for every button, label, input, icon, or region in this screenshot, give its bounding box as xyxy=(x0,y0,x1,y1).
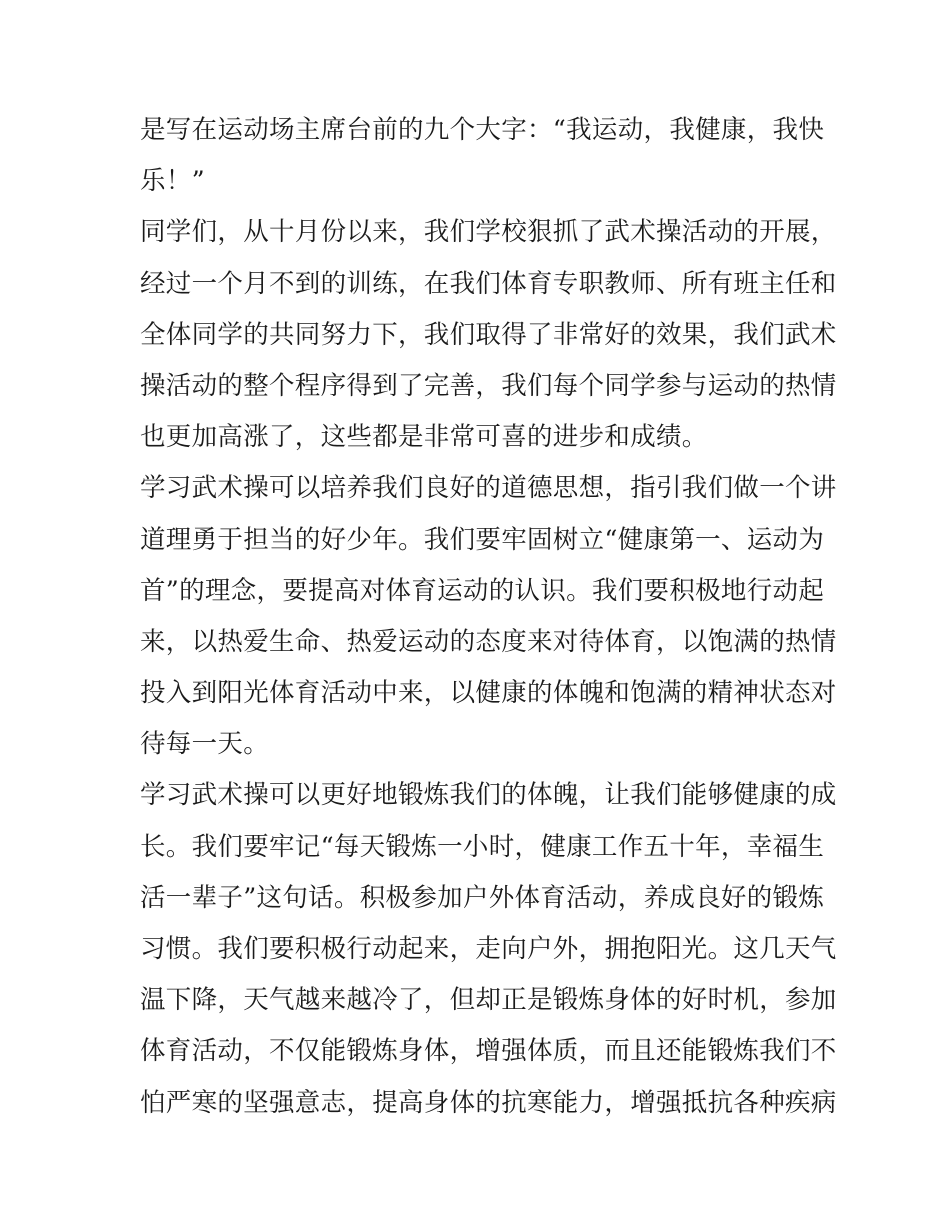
text-line: 习惯。我们要积极行动起来，走向户外，拥抱阳光。这几天气 xyxy=(140,934,837,964)
text-line: 也更加高涨了，这些都是非常可喜的进步和成绩。 xyxy=(140,422,708,453)
text-line: 全体同学的共同努力下，我们取得了非常好的效果，我们武术 xyxy=(140,319,837,350)
text-line: 操活动的整个程序得到了完善，我们每个同学参与运动的热情 xyxy=(140,370,837,401)
text-line: 体育活动，不仅能锻炼身体，增强体质，而且还能锻炼我们不 xyxy=(140,1036,837,1067)
text-line: 活一辈子”这句话。积极参加户外体育活动，养成良好的锻炼 xyxy=(140,882,825,913)
text-line: 学习武术操可以培养我们良好的道德思想，指引我们做一个讲 xyxy=(140,473,837,504)
text-line: 是写在运动场主席台前的九个大字：“我运动，我健康，我快 xyxy=(140,115,825,145)
document-body xyxy=(140,105,837,1129)
text-line: 同学们，从十月份以来，我们学校狠抓了武术操活动的开展， xyxy=(140,217,837,248)
text-line: 首”的理念，要提高对体育运动的认识。我们要积极地行动起 xyxy=(140,575,825,606)
text-line: 怕严寒的坚强意志，提高身体的抗寒能力，增强抵抗各种疾病 xyxy=(140,1087,837,1118)
text-line: 经过一个月不到的训练，在我们体育专职教师、所有班主任和 xyxy=(140,268,837,299)
text-line: 来，以热爱生命、热爱运动的态度来对待体育，以饱满的热情 xyxy=(140,626,837,657)
text-line: 乐！” xyxy=(140,166,205,197)
text-line: 投入到阳光体育活动中来，以健康的体魄和饱满的精神状态对 xyxy=(140,678,837,709)
text-line: 长。我们要牢记“每天锻炼一小时，健康工作五十年，幸福生 xyxy=(140,831,825,862)
text-line: 待每一天。 xyxy=(140,729,270,760)
text-line: 学习武术操可以更好地锻炼我们的体魄，让我们能够健康的成 xyxy=(140,780,837,811)
text-line: 温下降，天气越来越冷了，但却正是锻炼身体的好时机，参加 xyxy=(140,985,837,1016)
text-line: 道理勇于担当的好少年。我们要牢固树立“健康第一、运动为 xyxy=(140,524,825,555)
